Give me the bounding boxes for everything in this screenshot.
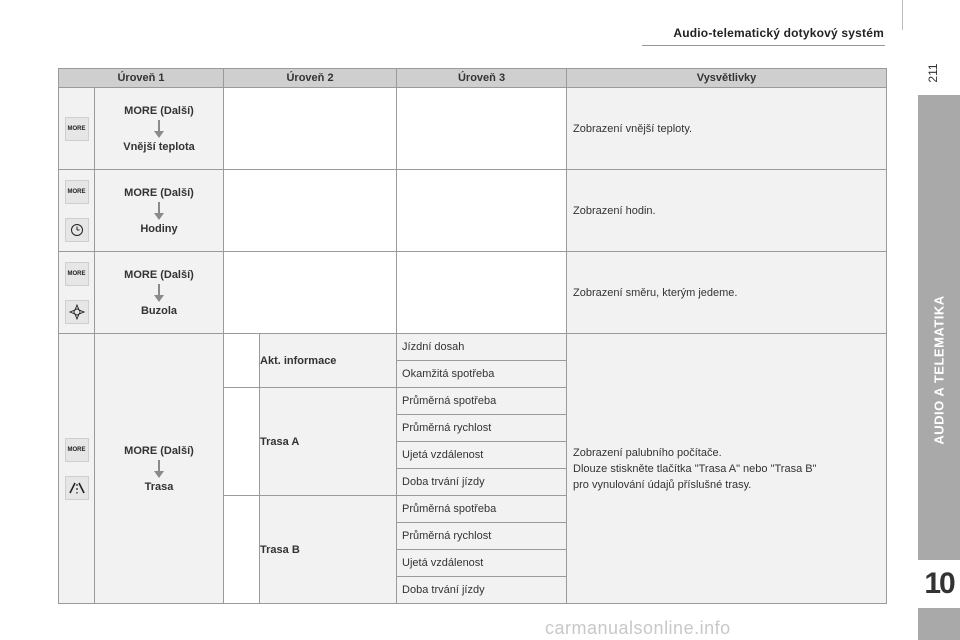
more-button-icon: MORE	[65, 262, 89, 286]
level2-spacer-cell	[224, 496, 260, 604]
icon-cell	[59, 88, 95, 170]
level1-label-top: MORE (Další)	[124, 268, 194, 281]
table-row	[59, 170, 887, 252]
level1-label-bottom: Hodiny	[140, 222, 178, 235]
level1-cell	[95, 334, 224, 604]
level2-label-trip-b: Trasa B	[260, 496, 397, 604]
more-button-icon: MORE	[65, 180, 89, 204]
level3-cell-empty	[397, 170, 567, 252]
level3-item: Průměrná rychlost	[397, 523, 567, 550]
watermark: carmanualsonline.info	[545, 618, 731, 638]
level3-item: Okamžitá spotřeba	[397, 361, 567, 388]
level1-cell	[95, 252, 224, 334]
level1-label-bottom: Buzola	[140, 304, 178, 317]
header-underline	[642, 45, 885, 46]
menu-table	[58, 68, 887, 604]
column-header-level2: Úroveň 2	[224, 69, 397, 88]
description-line: Dlouze stiskněte tlačítka "Trasa A" nebo "Trasa B"	[573, 462, 817, 475]
level3-cell-empty	[397, 88, 567, 170]
top-rule	[902, 0, 903, 30]
table-row	[59, 88, 887, 170]
level3-item: Ujetá vzdálenost	[397, 442, 567, 469]
level2-cell-empty	[224, 170, 397, 252]
arrow-down-icon	[154, 284, 164, 302]
level2-cell-empty	[224, 252, 397, 334]
table-row	[59, 334, 887, 361]
description-line: pro vynulování údajů příslušné trasy.	[573, 478, 752, 491]
table-header-row	[59, 69, 887, 88]
level1-label-top: MORE (Další)	[124, 104, 194, 117]
level2-spacer-cell	[224, 334, 260, 388]
level3-item: Doba trvání jízdy	[397, 577, 567, 604]
chapter-title	[918, 295, 960, 445]
page-number	[918, 58, 948, 88]
more-button-icon: MORE	[65, 117, 89, 141]
column-header-level1: Úroveň 1	[59, 69, 224, 88]
level3-item: Ujetá vzdálenost	[397, 550, 567, 577]
description-cell: Zobrazení směru, kterým jedeme.	[567, 252, 887, 334]
icon-cell	[59, 334, 95, 604]
level3-cell-empty	[397, 252, 567, 334]
column-header-notes: Vysvětlivky	[567, 69, 887, 88]
level1-label-bottom: Trasa	[144, 480, 174, 493]
level3-item: Jízdní dosah	[397, 334, 567, 361]
level1-label-top: MORE (Další)	[124, 186, 194, 199]
chapter-number-box	[918, 560, 960, 608]
level1-cell	[95, 88, 224, 170]
description-line: Zobrazení palubního počítače.	[573, 446, 722, 459]
level2-cell-empty	[224, 88, 397, 170]
more-button-icon: MORE	[65, 438, 89, 462]
compass-icon	[65, 300, 89, 324]
description-cell	[567, 334, 887, 604]
page-number-text: 211	[926, 63, 940, 83]
icon-cell	[59, 170, 95, 252]
level2-label-current: Akt. informace	[260, 334, 397, 388]
table-row	[59, 252, 887, 334]
level2-label-trip-a: Trasa A	[260, 388, 397, 496]
column-header-level3: Úroveň 3	[397, 69, 567, 88]
level3-item: Průměrná rychlost	[397, 415, 567, 442]
arrow-down-icon	[154, 202, 164, 220]
road-icon	[65, 476, 89, 500]
chapter-title-text: AUDIO A TELEMATIKA	[931, 295, 947, 445]
level3-item: Doba trvání jízdy	[397, 469, 567, 496]
level3-item: Průměrná spotřeba	[397, 496, 567, 523]
level2-spacer-cell	[224, 388, 260, 496]
page-header-title: Audio-telematický dotykový systém	[673, 26, 884, 40]
level1-label-top: MORE (Další)	[124, 444, 194, 457]
arrow-down-icon	[154, 460, 164, 478]
description-cell: Zobrazení hodin.	[567, 170, 887, 252]
description-cell: Zobrazení vnější teploty.	[567, 88, 887, 170]
level1-cell	[95, 170, 224, 252]
icon-cell	[59, 252, 95, 334]
level1-label-bottom: Vnější teplota	[123, 140, 195, 153]
level3-item: Průměrná spotřeba	[397, 388, 567, 415]
arrow-down-icon	[154, 120, 164, 138]
clock-icon	[65, 218, 89, 242]
chapter-number: 10	[924, 567, 954, 600]
